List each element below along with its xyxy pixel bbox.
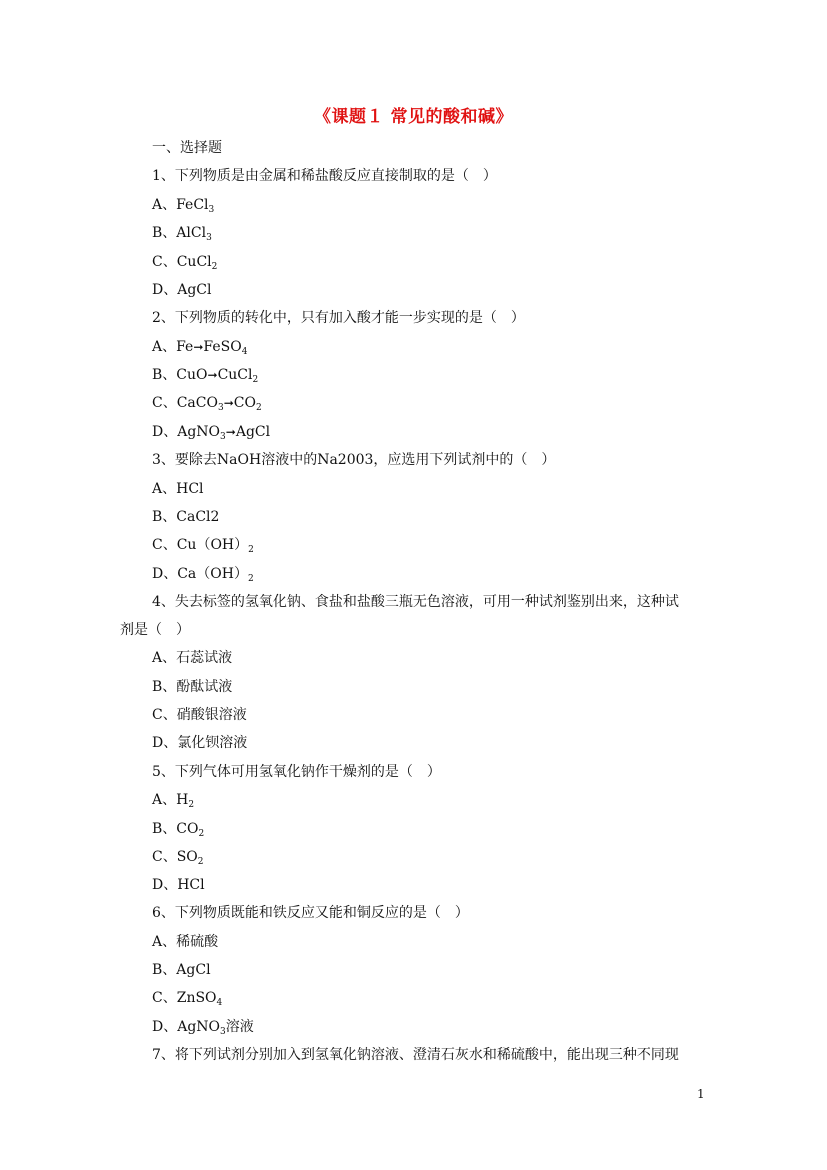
q3-option-d: D、$Ca(OH)_2$	[152, 566, 254, 584]
question-7-stem: 7、将下列试剂分别加入到氢氧化钠溶液、澄清石灰水和稀硫酸中，能出现三种不同现	[152, 1047, 679, 1063]
question-5-stem: 5、下列气体可用氢氧化钠作干燥剂的是（ ）	[152, 764, 441, 780]
q4-option-d: D、氯化钡溶液	[152, 735, 248, 751]
question-3-stem: 3、要除去NaOH溶液中的Na2003，应选用下列试剂中的（ ）	[152, 452, 556, 468]
q5-option-d: D、HCl	[152, 877, 205, 893]
q2-option-d: D、AgNO$_3$➞AgCl	[152, 424, 271, 442]
q5-option-b: B、$CO_2$	[152, 821, 205, 839]
q6-option-a: A、稀硫酸	[152, 934, 219, 950]
q4-option-b: B、酚酞试液	[152, 679, 233, 695]
q3-option-c: C、$Cu(OH)_2$	[152, 537, 254, 555]
q3-option-b: B、CaCl2	[152, 509, 220, 525]
section-heading: 一、选择题	[152, 140, 222, 156]
question-4-stem-continued: 剂是（ ）	[120, 622, 190, 638]
arrow-icon: ➞	[193, 340, 204, 354]
question-6-stem: 6、下列物质既能和铁反应又能和铜反应的是（ ）	[152, 905, 469, 921]
q5-option-a: A、$H_2$	[152, 792, 195, 810]
q4-option-a: A、石蕊试液	[152, 650, 233, 666]
arrow-icon: ➞	[223, 396, 234, 410]
q2-option-c: C、$CaCO_3➞CO_2$	[152, 395, 262, 413]
q6-option-c: C、ZnSO$_4$	[152, 990, 223, 1008]
arrow-icon: ➞	[225, 425, 236, 439]
page-number: 1	[697, 1087, 705, 1101]
q5-option-c: C、$SO_2$	[152, 849, 204, 867]
arrow-icon: ➞	[207, 368, 218, 382]
question-2-stem: 2、下列物质的转化中，只有加入酸才能一步实现的是（ ）	[152, 310, 525, 326]
q1-option-a: A、FeCl$_3$	[152, 197, 215, 215]
page-title: 《课题１ 常见的酸和碱》	[314, 107, 513, 127]
q2-option-b: B、CuO➞CuCl$_2$	[152, 367, 259, 385]
question-4-stem: 4、失去标签的氢氧化钠、食盐和盐酸三瓶无色溶液，可用一种试剂鉴别出来，这种试	[152, 594, 679, 610]
q2-option-a: A、Fe➞FeSO$_4$	[152, 339, 248, 357]
q1-option-d: D、AgCl	[152, 282, 212, 298]
q6-option-b: B、AgCl	[152, 962, 211, 978]
q1-option-b: B、AlCl$_3$	[152, 225, 212, 243]
q1-option-c: C、CuCl$_2$	[152, 254, 218, 272]
q6-option-d: D、AgNO$_3$溶液	[152, 1019, 254, 1037]
q3-option-a: A、HCl	[152, 481, 204, 497]
question-1-stem: 1、下列物质是由金属和稀盐酸反应直接制取的是（ ）	[152, 168, 497, 184]
q4-option-c: C、硝酸银溶液	[152, 707, 247, 723]
